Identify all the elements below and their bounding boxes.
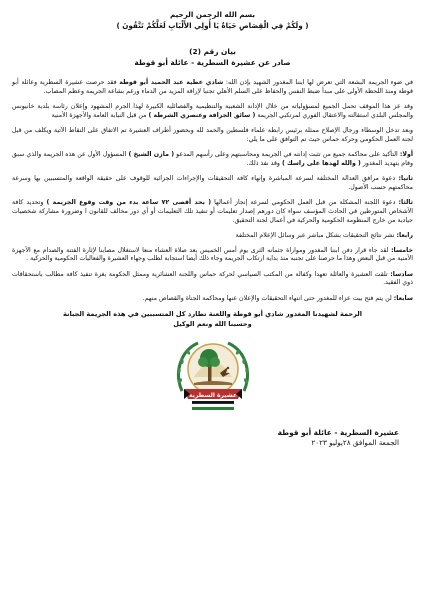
agreement-paragraph — [12, 127, 413, 144]
closing-line-2: وحسبنا الله ونعم الوكيل — [173, 319, 252, 328]
point-text: دعوة اللجنة المشكلة من قبل العمل الحكومي لسرعة إنجاز أعمالها — [211, 199, 399, 207]
closing-prayer — [12, 310, 413, 329]
point-label: سابعا: — [393, 294, 413, 302]
victim-name: شادي عطية عبد الحميد أبو قوطة — [119, 79, 224, 86]
point-label: رابعا: — [396, 232, 413, 240]
closing-line-1: الرحمة لشهيدنا المغدور شادي أبو قوطة واللعنة تطارد كل المتسببين في هذه الجريمة الجبانة — [63, 310, 362, 319]
point-highlight: ( مازن الشيخ ) — [128, 151, 175, 159]
para2-highlight: ( سائق الجرافة وعنصري الشرطة ) — [148, 111, 256, 119]
point-5 — [12, 247, 413, 264]
para3-text: وبعد تدخل الوسطاء ورجال الإصلاح ممثلة برئيس رابطة علماء فلسطين والحمد لله وبحضور أطراف العشيرة تم الاتفاق على النقاط الآتية ويكلف من قبل لجنة العمل الحكومي وحركة حماس حيث تم التوافق على ما يلي: — [12, 127, 413, 143]
statement-body — [12, 79, 413, 303]
statement-date: الجمعة الموافق ٢٨يوليو ٢٠٢٣ — [311, 438, 399, 448]
point-2 — [12, 175, 413, 192]
point-label: سادسا: — [390, 270, 413, 278]
accountability-paragraph — [12, 103, 413, 120]
point-label: ثالثا: — [398, 199, 413, 207]
point-text-2: وتحديد كافة الأشخاص المتورطين في الحادث المؤسف سواء كان دورهم إصدار تعليمات أو تنفيذ تلك التعليمات أو أي دور مخالف للقانون ا وضرورة مشاركة شخصيات حيادية من خارج المنظومة الحكومية والحركية في أعمال لجنة التحقيق. — [12, 199, 413, 224]
point-3 — [12, 199, 413, 225]
basmala: بسم الله الرحمن الرحيم — [169, 10, 256, 19]
point-text: لن يتم فتح بيت عزاء للمغدور حتى انتهاء التحقيقات والإعلان عنها ومحاكمة الجناة والقصاص منهم. — [142, 294, 394, 302]
quran-verse: ( ولَكُمْ فِي الْقِصَاصِ حَيَاةٌ يَا أُولِي الأَلْبَابِ لَعَلَّكُمْ تَتَّقُونَ ) — [116, 21, 309, 30]
point-text: نشر نتائج التحقيقات بشكل مباشر عبر وسائل الإعلام المختلفة — [235, 232, 397, 240]
para2-text: وقد عز هذا الموقف تحمل الجميع لمسؤولياته من خلال الإدانة الشعبية والتنظيمية والفصائلية الكبيرة لهذا الجرم المشهود وإعلان رئاسة بلدية خانيونس والمجلس البلدي استقالته والاعتقال الفوري لمرتكبي الجريمة — [12, 103, 413, 119]
tree-and-eagle-emblem-icon — [168, 333, 258, 417]
statement-number: بيان رقم (2) — [189, 47, 236, 56]
para2-end: من قبل النيابة العامة والأجهزة الأمنية — [51, 111, 149, 119]
point-text-3: وقد نفذ ذلك. — [246, 159, 282, 167]
point-4 — [12, 232, 413, 241]
statement-issuer: صادر عن عشيرة السطرية - عائلة أبو قوطة — [134, 58, 291, 67]
intro-text: في ضوء الجريمة البشعة التي تعرض لها ابننا المغدور الشهيد بإذن الله: — [223, 79, 413, 86]
point-label: خامسا: — [391, 246, 413, 254]
point-6 — [12, 271, 413, 288]
point-label: أولا: — [399, 151, 414, 159]
point-text: لقد جاء قرار دفن ابننا المغدور ومواراة جثمانه الثرى يوم أمس الخميس بعد صلاة العشاء منعا لاستغلال مصابنا لإثارة الفتنة والصدام مع الأجهزة الأمنية من قبل البعض وهذا ما حرصنا على تجنبه منذ بداية ارتكاب الجريمة وجاء ذلك أيضا استجابة لطلب وجهاء العشيرة والفعاليات الحكومية والحركية . — [12, 246, 413, 263]
intro-text-cont: فقد حرصت عشيرة السطرية وعائلة أبو قوطة ومنذ اللحظة الأولى على مبدأ ضبط النفس والحفاظ على السلم الأهلي تجنبا لإراقة المزيد من الدماء ورغم بشاعة الجريمة وعظم المصاب. — [12, 79, 413, 95]
point-label: ثانيا: — [398, 175, 413, 183]
clan-seal — [168, 333, 258, 417]
point-highlight: ( بحد أقصى ٧٢ ساعة بدء من وقت وقوع الجريمة ) — [46, 199, 212, 207]
point-1 — [12, 151, 413, 168]
point-text: دعوة مرافق العدالة المختلفة لسرعة المباشرة وإنهاء كافة التحقيقات والإجراءات الجزائية للوقوف على حقيقة الواقعة والمتسببين بها وسرعة محاكمتهم حسب الأصول. — [12, 175, 413, 191]
point-7 — [12, 295, 413, 304]
point-text: تلقت العشيرة والعائلة تعهدا وكفالة من المكتب السياسي لحركة حماس واللجنة العشائرية وممثل الحكومة بغزة تنفيذ كافة مطالب باستحقاقات ذوي الفقيد. — [12, 270, 413, 287]
point-text-2: المسؤول الأول عن هذه الجريمة والذي سبق وقام بتهديد المغدور — [12, 151, 413, 167]
intro-paragraph — [12, 79, 413, 96]
point-highlight-2: ( والله لهدها على راسك ) — [281, 159, 361, 167]
seal-ring-text: عشيرة السطرية — [188, 392, 237, 400]
signature-name: عشيرة السطرية - عائلة أبو قوطة — [277, 428, 399, 438]
point-text: التأكيد على محاكمة جميع من تثبت إدانته في الجريمة ومحاسبتهم وعلى رأسهم المدعو — [174, 151, 400, 159]
